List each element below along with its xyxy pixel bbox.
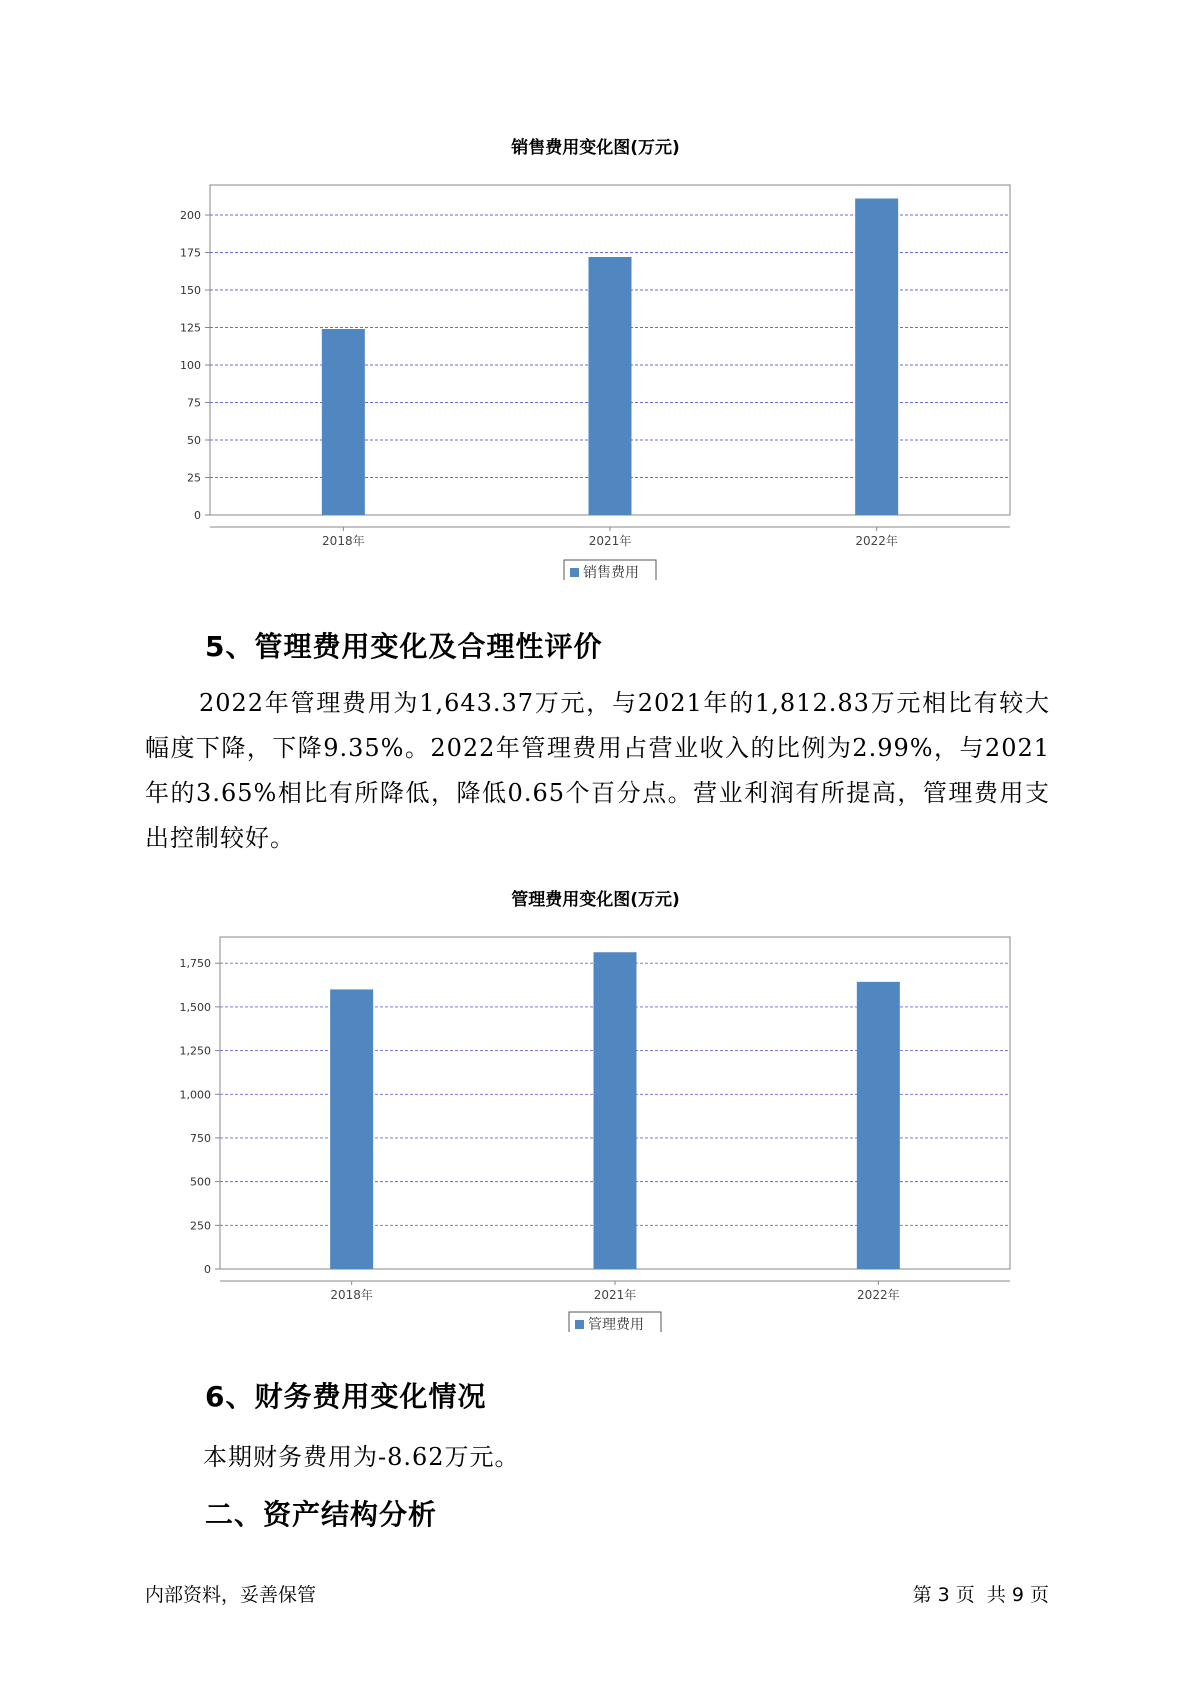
chart-legend — [564, 560, 656, 580]
x-tick-label: 2022年 — [857, 1288, 900, 1302]
admin-expense-chart — [0, 912, 1191, 1332]
x-tick-label: 2022年 — [855, 534, 898, 548]
bar-2022年 — [855, 199, 898, 516]
legend-swatch — [570, 568, 579, 577]
y-tick-label: 25 — [187, 471, 201, 485]
bar-2018年 — [330, 989, 373, 1269]
y-tick-label: 50 — [187, 434, 201, 447]
y-tick-label: 100 — [180, 359, 201, 372]
x-tick-label: 2018年 — [322, 534, 365, 548]
legend-label: 管理费用 — [588, 1317, 644, 1332]
y-tick-label: 175 — [180, 246, 201, 260]
y-tick-label: 200 — [180, 209, 201, 222]
bar-2018年 — [322, 329, 365, 515]
bar-2021年 — [594, 952, 637, 1269]
section-5-paragraph: 2022年管理费用为1,643.37万元，与2021年的1,812.83万元相比有较大幅度下降，下降9.35%。2022年管理费用占营业收入的比例为2.99%，与2021年的3.65%相比有所降低，降低0.65个百分点。营业利润有所提高，管理费用支出控制较好。 — [145, 689, 1050, 852]
bar-2022年 — [857, 982, 900, 1269]
sales-expense-chart — [0, 160, 1191, 580]
section-6-heading: 6、财务费用变化情况 — [205, 1380, 487, 1413]
y-tick-label: 0 — [204, 1263, 211, 1276]
x-tick-label: 2021年 — [588, 534, 632, 548]
admin-chart-title: 管理费用变化图(万元) — [511, 890, 680, 910]
y-tick-label: 1,750 — [179, 957, 211, 971]
bar-2021年 — [589, 257, 632, 515]
legend-swatch — [575, 1320, 584, 1329]
footer-confidential-note: 内部资料，妥善保管 — [145, 1584, 317, 1606]
footer-page-number: 第 3 页 共 9 页 — [912, 1584, 1049, 1606]
legend-label: 销售费用 — [583, 565, 639, 580]
y-tick-label: 125 — [180, 321, 201, 335]
sales-chart-title: 销售费用变化图(万元) — [511, 138, 680, 158]
section-two-heading: 二、资产结构分析 — [205, 1498, 438, 1531]
x-tick-label: 2018年 — [330, 1288, 373, 1302]
y-tick-label: 750 — [190, 1131, 211, 1145]
y-tick-label: 75 — [187, 396, 201, 410]
y-tick-label: 150 — [180, 284, 201, 297]
y-tick-label: 500 — [190, 1175, 211, 1189]
y-tick-label: 1,000 — [179, 1088, 211, 1102]
y-tick-label: 250 — [190, 1219, 211, 1233]
y-tick-label: 0 — [194, 509, 201, 522]
chart-legend — [569, 1312, 661, 1332]
section-6-paragraph: 本期财务费用为-8.62万元。 — [203, 1443, 520, 1471]
y-tick-label: 1,250 — [179, 1044, 211, 1058]
y-tick-label: 1,500 — [179, 1000, 211, 1014]
x-tick-label: 2021年 — [593, 1288, 637, 1302]
section-5-heading: 5、管理费用变化及合理性评价 — [205, 630, 603, 663]
